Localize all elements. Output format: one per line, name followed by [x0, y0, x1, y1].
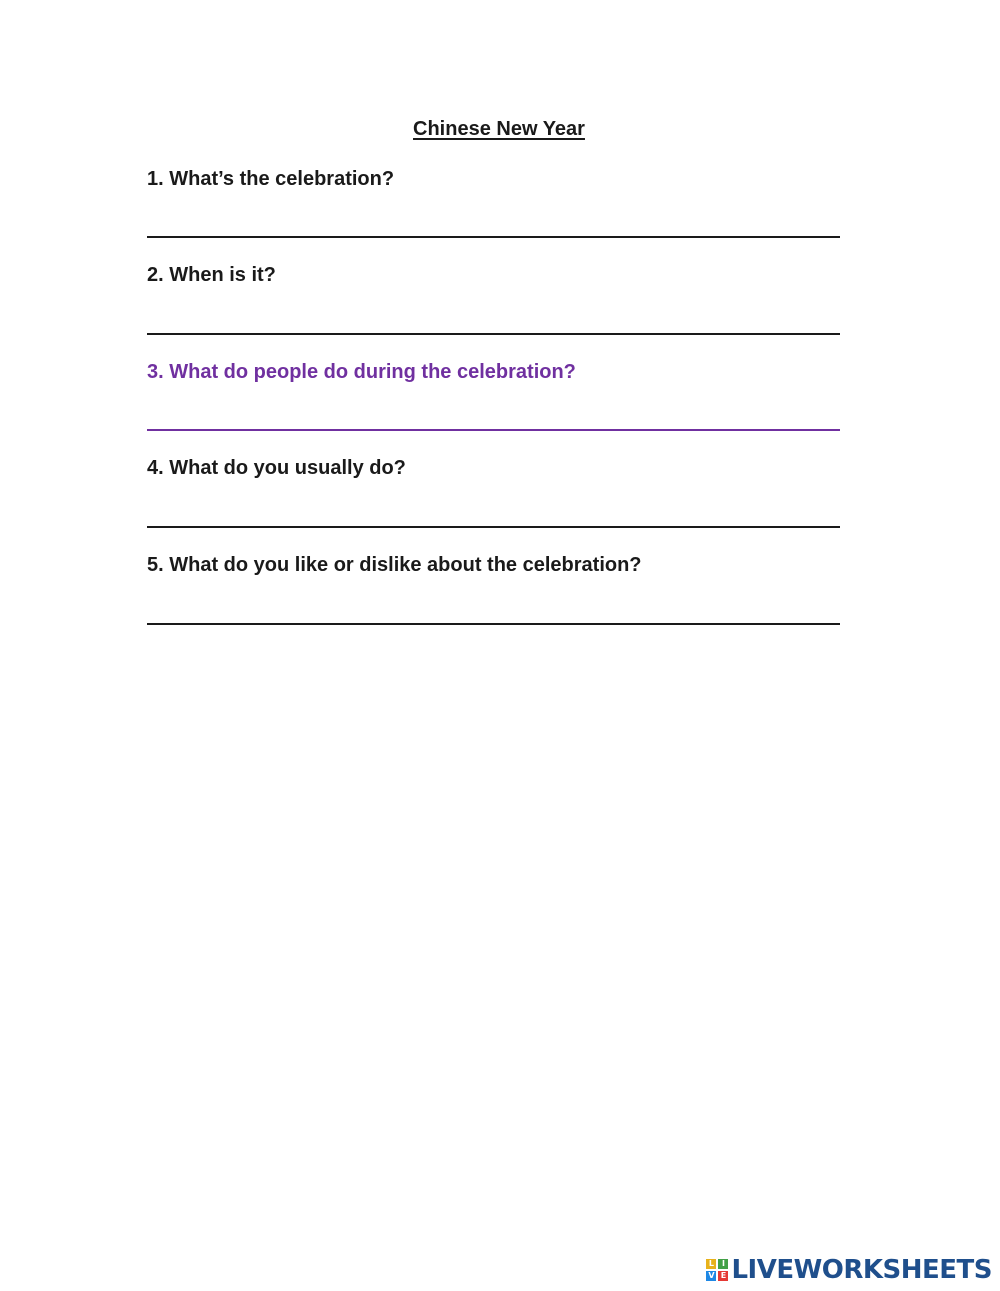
- question-3: 3. What do people do during the celebration?: [147, 361, 576, 383]
- question-1: 1. What’s the celebration?: [147, 168, 395, 190]
- logo-mark-letter: L: [706, 1259, 716, 1269]
- worksheet-title: Chinese New Year: [413, 118, 585, 140]
- logo-mark-letter: E: [718, 1271, 728, 1281]
- liveworksheets-logo: [706, 1254, 992, 1286]
- logo-mark-letter: I: [718, 1259, 728, 1269]
- question-2: 2. When is it?: [147, 264, 276, 286]
- answer-line-5[interactable]: [147, 623, 840, 625]
- answer-line-1[interactable]: [147, 236, 840, 238]
- answer-line-3[interactable]: [147, 429, 840, 431]
- logo-mark-letter: V: [708, 1271, 715, 1280]
- answer-line-2[interactable]: [147, 333, 840, 335]
- logo-text: LIVEWORKSHEETS: [731, 1255, 992, 1285]
- answer-line-4[interactable]: [147, 526, 840, 528]
- question-4: 4. What do you usually do?: [147, 457, 406, 479]
- question-5: 5. What do you like or dislike about the celebration?: [147, 554, 642, 576]
- logo-mark-icon: [706, 1259, 728, 1281]
